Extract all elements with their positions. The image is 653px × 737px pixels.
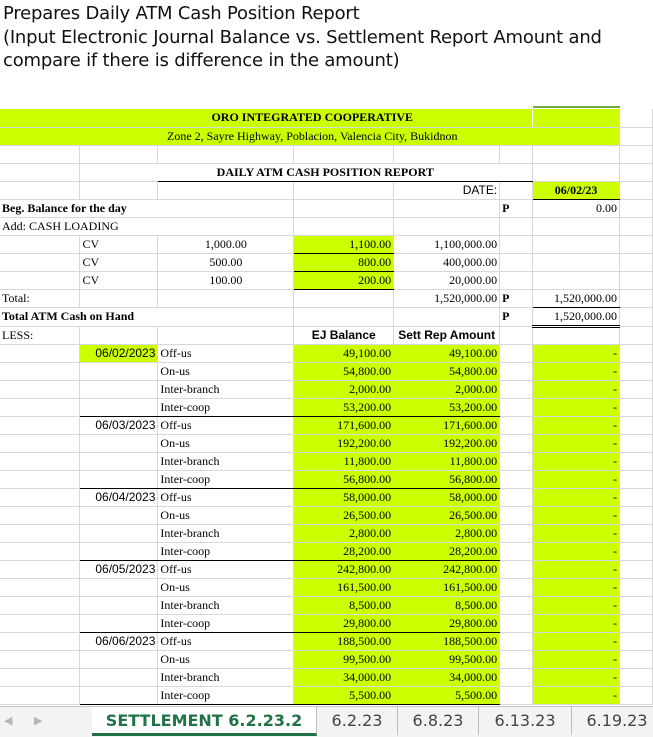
transaction-type[interactable]: Inter-branch [158, 452, 294, 470]
difference[interactable]: - [533, 650, 620, 668]
ej-balance[interactable]: 29,800.00 [294, 614, 394, 632]
ej-balance[interactable]: 171,600.00 [294, 416, 394, 434]
group-date[interactable]: 06/02/2023 [80, 344, 158, 362]
beg-balance-currency[interactable]: P [500, 199, 533, 217]
cash-loading-code[interactable]: CV [80, 253, 158, 271]
ej-balance[interactable]: 242,800.00 [294, 560, 394, 578]
cell[interactable] [80, 163, 158, 181]
sett-rep-amount[interactable]: 54,800.00 [394, 362, 500, 380]
cash-loading-amount[interactable]: 400,000.00 [394, 253, 500, 271]
cell[interactable] [80, 470, 158, 488]
cell[interactable] [294, 289, 394, 307]
cell[interactable] [80, 452, 158, 470]
cell[interactable] [158, 217, 294, 235]
cell[interactable] [620, 578, 653, 596]
cell[interactable] [500, 344, 533, 362]
cell[interactable] [620, 380, 653, 398]
sett-rep-amount[interactable]: 192,200.00 [394, 434, 500, 452]
cash-loading-amount[interactable]: 20,000.00 [394, 271, 500, 289]
cell[interactable] [294, 307, 394, 326]
difference[interactable]: - [533, 524, 620, 542]
org-name: ORO INTEGRATED COOPERATIVE [211, 110, 414, 125]
cell[interactable] [500, 524, 533, 542]
cash-loading-qty[interactable]: 800.00 [294, 253, 394, 271]
ej-balance[interactable]: 99,500.00 [294, 650, 394, 668]
cell[interactable] [620, 253, 653, 271]
sett-rep-header[interactable]: Sett Rep Amount [394, 326, 500, 344]
cell[interactable] [500, 253, 533, 271]
cell[interactable] [0, 470, 80, 488]
difference[interactable]: - [533, 614, 620, 632]
cell[interactable] [620, 271, 653, 289]
sheet-tab-6-19-23[interactable]: 6.19.23 [586, 711, 648, 730]
beg-balance-label[interactable]: Beg. Balance for the day [0, 199, 158, 217]
cell[interactable] [500, 416, 533, 434]
cell[interactable] [620, 632, 653, 650]
date-value[interactable]: 06/02/23 [533, 181, 620, 199]
cell[interactable] [620, 650, 653, 668]
difference[interactable]: - [533, 344, 620, 362]
cell[interactable] [80, 614, 158, 632]
cell[interactable] [620, 596, 653, 614]
sett-rep-amount[interactable]: 8,500.00 [394, 596, 500, 614]
cell[interactable] [394, 217, 500, 235]
ej-balance[interactable]: 49,100.00 [294, 344, 394, 362]
cell[interactable] [0, 362, 80, 380]
difference[interactable]: - [533, 488, 620, 506]
cell[interactable] [0, 452, 80, 470]
total-currency[interactable]: P [500, 289, 533, 307]
transaction-type[interactable]: Inter-coop [158, 398, 294, 416]
ej-balance[interactable]: 11,800.00 [294, 452, 394, 470]
ej-balance[interactable]: 26,500.00 [294, 506, 394, 524]
cell[interactable] [620, 235, 653, 253]
cash-loading-code[interactable]: CV [80, 235, 158, 253]
transaction-type[interactable]: Inter-branch [158, 596, 294, 614]
sett-rep-amount[interactable]: 26,500.00 [394, 506, 500, 524]
cell[interactable] [0, 578, 80, 596]
sett-rep-amount[interactable]: 171,600.00 [394, 416, 500, 434]
cell[interactable] [533, 109, 620, 127]
cell[interactable] [620, 289, 653, 307]
cell[interactable] [80, 362, 158, 380]
heading-line-1: Prepares Daily ATM Cash Position Report [3, 3, 360, 24]
cell[interactable] [80, 542, 158, 560]
cell[interactable] [294, 217, 394, 235]
sheet-tab-settlement[interactable]: SETTLEMENT 6.2.23.2 [92, 707, 317, 736]
cell[interactable] [500, 452, 533, 470]
cell[interactable] [80, 127, 158, 145]
group-date[interactable]: 06/03/2023 [80, 416, 158, 434]
cell[interactable] [80, 380, 158, 398]
cell[interactable] [500, 650, 533, 668]
ej-balance[interactable]: 54,800.00 [294, 362, 394, 380]
cell[interactable] [394, 199, 500, 217]
difference[interactable]: - [533, 596, 620, 614]
cell[interactable] [500, 326, 533, 344]
cell[interactable] [500, 380, 533, 398]
cell[interactable] [620, 362, 653, 380]
cell[interactable] [0, 434, 80, 452]
transaction-type[interactable]: Off-us [158, 632, 294, 650]
cell[interactable] [0, 253, 80, 271]
sett-rep-amount[interactable]: 2,000.00 [394, 380, 500, 398]
cell[interactable] [80, 668, 158, 686]
cell[interactable] [500, 271, 533, 289]
ej-balance[interactable]: 8,500.00 [294, 596, 394, 614]
transaction-type[interactable]: Inter-coop [158, 542, 294, 560]
cell[interactable] [500, 398, 533, 416]
cell[interactable] [620, 686, 653, 704]
cell[interactable] [620, 614, 653, 632]
cell[interactable] [158, 181, 294, 199]
report-table [0, 109, 653, 705]
cell[interactable] [500, 632, 533, 650]
cash-on-hand-label[interactable]: Total ATM Cash on Hand [0, 307, 158, 326]
cell[interactable] [620, 434, 653, 452]
cell[interactable] [500, 542, 533, 560]
cell[interactable] [620, 668, 653, 686]
transaction-type[interactable]: On-us [158, 362, 294, 380]
cell[interactable] [80, 289, 158, 307]
ej-balance[interactable]: 161,500.00 [294, 578, 394, 596]
cell[interactable] [80, 181, 158, 199]
cell[interactable] [500, 578, 533, 596]
cash-loading-denomination[interactable]: 500.00 [158, 253, 294, 271]
cell[interactable] [500, 506, 533, 524]
group-date[interactable]: 06/05/2023 [80, 560, 158, 578]
cell[interactable] [0, 380, 80, 398]
cell[interactable] [294, 181, 394, 199]
cell[interactable] [80, 686, 158, 704]
cell[interactable] [394, 307, 500, 326]
sheet-tab-bar [0, 706, 653, 737]
cell[interactable] [500, 181, 533, 199]
difference[interactable]: - [533, 416, 620, 434]
address-cell[interactable] [158, 127, 533, 145]
cash-loading-amount[interactable]: 1,100,000.00 [394, 235, 500, 253]
sett-rep-amount[interactable]: 242,800.00 [394, 560, 500, 578]
cell[interactable] [80, 398, 158, 416]
cell[interactable] [0, 596, 80, 614]
sheet-tab-6-2-23[interactable]: 6.2.23 [317, 707, 398, 735]
transaction-type[interactable]: Off-us [158, 416, 294, 434]
ej-balance[interactable]: 56,800.00 [294, 470, 394, 488]
cell[interactable] [620, 307, 653, 326]
cash-loading-denomination[interactable]: 1,000.00 [158, 235, 294, 253]
cash-loading-qty[interactable]: 1,100.00 [294, 235, 394, 253]
cell[interactable] [158, 326, 294, 344]
group-date[interactable]: 06/06/2023 [80, 632, 158, 650]
cell[interactable] [500, 434, 533, 452]
cell[interactable] [533, 127, 620, 145]
cell[interactable] [620, 560, 653, 578]
cell[interactable] [0, 127, 80, 145]
difference[interactable]: - [533, 470, 620, 488]
transaction-type[interactable]: Inter-branch [158, 524, 294, 542]
ej-balance[interactable]: 28,200.00 [294, 542, 394, 560]
cell[interactable] [0, 542, 80, 560]
cell[interactable] [500, 488, 533, 506]
cell[interactable] [80, 434, 158, 452]
transaction-type[interactable]: Inter-coop [158, 686, 294, 704]
heading-line-2: (Input Electronic Journal Balance vs. Settlement Report Amount and [3, 26, 602, 48]
cell[interactable] [533, 271, 620, 289]
ej-balance[interactable]: 53,200.00 [294, 398, 394, 416]
report-title-cell[interactable] [158, 163, 533, 181]
total-amount[interactable]: 1,520,000.00 [394, 289, 500, 307]
address: Zone 2, Sayre Highway, Poblacion, Valencia City, Bukidnon [167, 128, 458, 143]
cash-loading-code[interactable]: CV [80, 271, 158, 289]
sett-rep-amount[interactable]: 56,800.00 [394, 470, 500, 488]
sheet-tab-6-8-23[interactable]: 6.8.23 [398, 707, 479, 735]
difference[interactable]: - [533, 506, 620, 524]
cell[interactable] [533, 235, 620, 253]
less-label[interactable]: LESS: [0, 326, 80, 344]
cell[interactable] [620, 145, 653, 163]
sett-rep-amount[interactable]: 11,800.00 [394, 452, 500, 470]
cell[interactable] [500, 686, 533, 704]
report-title: DAILY ATM CASH POSITION REPORT [216, 164, 434, 179]
sett-rep-amount[interactable]: 5,500.00 [394, 686, 500, 704]
cell[interactable] [620, 416, 653, 434]
cell[interactable] [500, 145, 533, 163]
cell[interactable] [0, 632, 80, 650]
cell[interactable] [158, 145, 294, 163]
cell[interactable] [0, 181, 80, 199]
cell[interactable] [620, 181, 653, 199]
ej-balance[interactable]: 2,800.00 [294, 524, 394, 542]
cell[interactable] [620, 109, 653, 127]
cell[interactable] [620, 326, 653, 344]
sheet-tab-6-13-23[interactable]: 6.13.23 [479, 707, 572, 735]
difference[interactable]: - [533, 578, 620, 596]
ej-balance[interactable]: 34,000.00 [294, 668, 394, 686]
cell[interactable] [620, 452, 653, 470]
difference[interactable]: - [533, 542, 620, 560]
difference[interactable]: - [533, 560, 620, 578]
cell[interactable] [0, 614, 80, 632]
cell[interactable] [0, 560, 80, 578]
cell[interactable] [80, 145, 158, 163]
cell[interactable] [620, 488, 653, 506]
date-label[interactable]: DATE: [394, 181, 500, 199]
sett-rep-amount[interactable]: 161,500.00 [394, 578, 500, 596]
difference[interactable]: - [533, 668, 620, 686]
transaction-type[interactable]: On-us [158, 650, 294, 668]
sett-rep-amount[interactable]: 49,100.00 [394, 344, 500, 362]
cell[interactable] [620, 199, 653, 217]
transaction-type[interactable]: Off-us [158, 560, 294, 578]
heading-line-3: compare if there is difference in the amount) [3, 50, 400, 71]
column-header-border [533, 106, 620, 108]
cell[interactable] [620, 163, 653, 181]
cell[interactable] [620, 506, 653, 524]
cell[interactable] [500, 470, 533, 488]
cash-loading-label[interactable]: Add: CASH LOADING [0, 217, 158, 235]
cell[interactable] [0, 650, 80, 668]
org-name-cell[interactable] [158, 109, 533, 127]
transaction-type[interactable]: Inter-branch [158, 668, 294, 686]
cell[interactable] [500, 668, 533, 686]
cell[interactable] [533, 326, 620, 344]
ej-balance[interactable]: 2,000.00 [294, 380, 394, 398]
transaction-type[interactable]: Inter-branch [158, 380, 294, 398]
cell[interactable] [0, 109, 80, 127]
ej-balance[interactable]: 58,000.00 [294, 488, 394, 506]
spreadsheet-grid[interactable] [0, 106, 653, 706]
cash-loading-qty[interactable]: 200.00 [294, 271, 394, 289]
cell[interactable] [0, 163, 80, 181]
cell[interactable] [0, 524, 80, 542]
cell[interactable] [158, 289, 294, 307]
transaction-type[interactable]: Off-us [158, 488, 294, 506]
total-value[interactable]: 1,520,000.00 [533, 289, 620, 307]
cell[interactable] [0, 686, 80, 704]
cell[interactable] [0, 488, 80, 506]
difference[interactable]: - [533, 362, 620, 380]
cell[interactable] [620, 524, 653, 542]
cell[interactable] [80, 578, 158, 596]
cell[interactable] [533, 253, 620, 271]
difference[interactable]: - [533, 452, 620, 470]
difference[interactable]: - [533, 632, 620, 650]
cell[interactable] [620, 542, 653, 560]
cell[interactable] [0, 271, 80, 289]
cell[interactable] [500, 217, 533, 235]
cell[interactable] [0, 668, 80, 686]
cell[interactable] [0, 145, 80, 163]
group-date[interactable]: 06/04/2023 [80, 488, 158, 506]
transaction-type[interactable]: Off-us [158, 344, 294, 362]
difference[interactable]: - [533, 434, 620, 452]
cell[interactable] [80, 596, 158, 614]
cell[interactable] [620, 398, 653, 416]
difference[interactable]: - [533, 686, 620, 704]
cell[interactable] [620, 344, 653, 362]
transaction-type[interactable]: Inter-coop [158, 614, 294, 632]
cell[interactable] [0, 506, 80, 524]
cell[interactable] [0, 398, 80, 416]
cell[interactable] [533, 145, 620, 163]
sett-rep-amount[interactable]: 29,800.00 [394, 614, 500, 632]
cell[interactable] [533, 163, 620, 181]
cell[interactable] [500, 362, 533, 380]
transaction-type[interactable]: On-us [158, 578, 294, 596]
cell[interactable] [394, 145, 500, 163]
cell[interactable] [80, 650, 158, 668]
difference[interactable]: - [533, 380, 620, 398]
ej-balance[interactable]: 188,500.00 [294, 632, 394, 650]
cash-on-hand-currency[interactable]: P [500, 307, 533, 326]
sett-rep-amount[interactable]: 28,200.00 [394, 542, 500, 560]
sett-rep-amount[interactable]: 188,500.00 [394, 632, 500, 650]
cell[interactable] [80, 326, 158, 344]
sett-rep-amount[interactable]: 2,800.00 [394, 524, 500, 542]
cash-on-hand-value[interactable]: 1,520,000.00 [533, 307, 620, 326]
sett-rep-amount[interactable]: 53,200.00 [394, 398, 500, 416]
ej-balance[interactable]: 192,200.00 [294, 434, 394, 452]
cell[interactable] [533, 217, 620, 235]
cell[interactable] [80, 506, 158, 524]
scroll-left-icon[interactable]: ◀ [4, 714, 13, 727]
cash-loading-denomination[interactable]: 100.00 [158, 271, 294, 289]
total-label[interactable]: Total: [0, 289, 80, 307]
cell[interactable] [0, 344, 80, 362]
difference[interactable]: - [533, 398, 620, 416]
cell[interactable] [500, 614, 533, 632]
cell[interactable] [158, 199, 294, 217]
cell[interactable] [620, 127, 653, 145]
cell[interactable] [0, 235, 80, 253]
cell[interactable] [0, 416, 80, 434]
instruction-heading [3, 2, 651, 73]
cell[interactable] [294, 199, 394, 217]
sett-rep-amount[interactable]: 34,000.00 [394, 668, 500, 686]
sett-rep-amount[interactable]: 58,000.00 [394, 488, 500, 506]
transaction-type[interactable]: On-us [158, 434, 294, 452]
scroll-right-icon[interactable]: ▶ [34, 714, 43, 727]
ej-balance[interactable]: 5,500.00 [294, 686, 394, 704]
transaction-type[interactable]: Inter-coop [158, 470, 294, 488]
cell[interactable] [500, 235, 533, 253]
transaction-type[interactable]: On-us [158, 506, 294, 524]
cell[interactable] [158, 307, 294, 326]
cell[interactable] [500, 596, 533, 614]
cell[interactable] [80, 524, 158, 542]
cell[interactable] [620, 217, 653, 235]
sett-rep-amount[interactable]: 99,500.00 [394, 650, 500, 668]
beg-balance-value[interactable]: 0.00 [533, 199, 620, 217]
cell[interactable] [500, 560, 533, 578]
ej-balance-header[interactable]: EJ Balance [294, 326, 394, 344]
cell[interactable] [620, 470, 653, 488]
cell[interactable] [294, 145, 394, 163]
cell[interactable] [80, 109, 158, 127]
